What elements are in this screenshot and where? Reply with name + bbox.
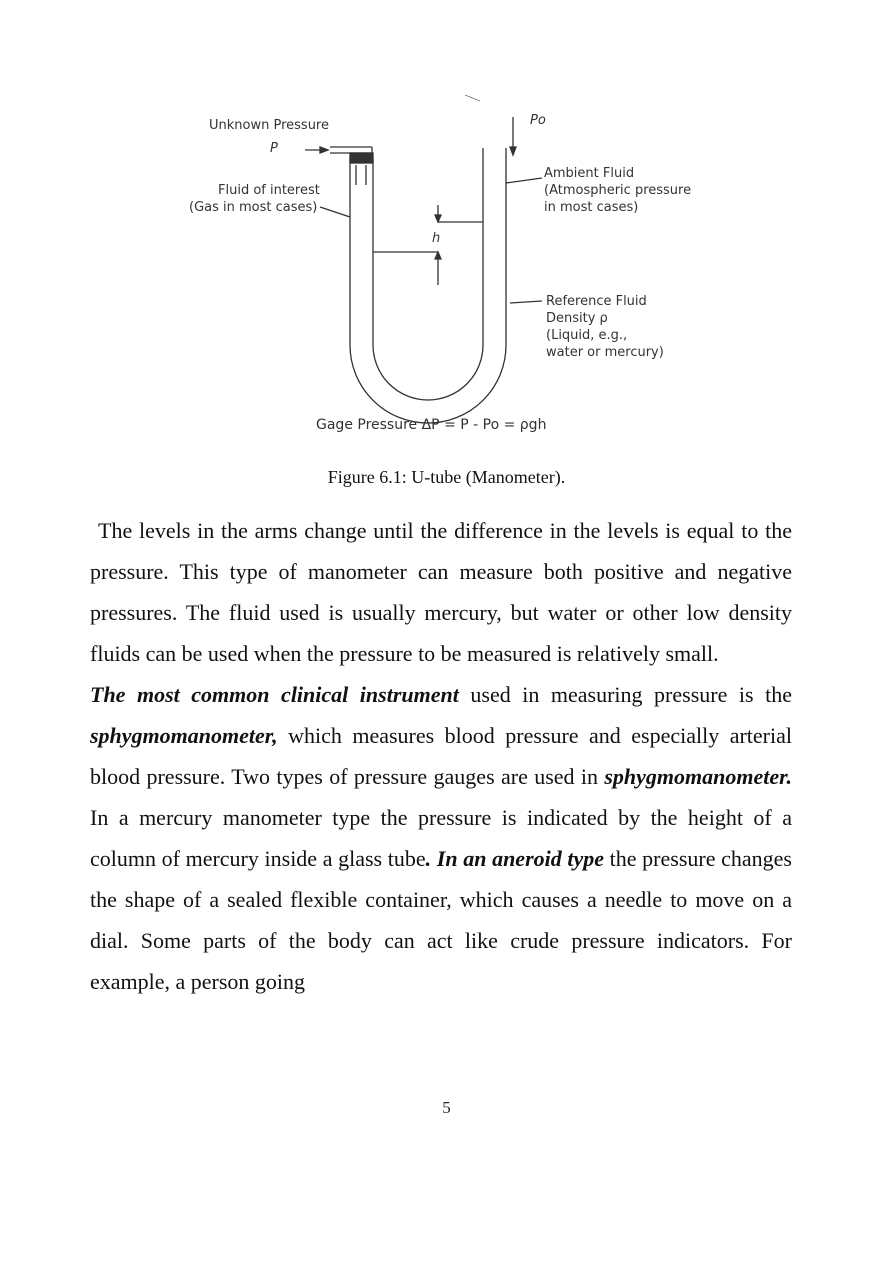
p0-label: Po: [530, 113, 546, 128]
gage-pressure-formula: Gage Pressure ΔP = P - Po = ρgh: [316, 417, 547, 433]
text-run: used in measuring pressure is the: [458, 682, 792, 707]
ambient-fluid-note: (Atmospheric pressure: [544, 183, 692, 198]
bold-phrase: . In an aneroid type: [425, 846, 605, 871]
bold-phrase: The most common clinical instrument: [90, 682, 459, 707]
body-text: [90, 510, 792, 1002]
p-label: P: [270, 141, 278, 156]
bold-phrase: sphygmomanometer.: [604, 764, 792, 789]
paragraph-2: [90, 674, 792, 1002]
left-cap: [350, 153, 373, 163]
unknown-pressure-label: Unknown Pressure: [209, 118, 329, 133]
h-label: h: [432, 231, 441, 246]
reference-liquid-note: (Liquid, e.g.,: [546, 328, 628, 343]
fluid-of-interest-label: Fluid of interest: [218, 183, 320, 198]
reference-density-label: Density ρ: [546, 311, 608, 326]
u-tube-drawing: [180, 95, 720, 445]
figure-caption: Figure 6.1: U-tube (Manometer).: [327, 467, 566, 487]
text-run: which measures blood pressure and especially arterial blood pressure. Two types of pressure gauges are used in: [90, 723, 792, 789]
ambient-fluid-label: Ambient Fluid: [544, 166, 635, 181]
text-run: In a mercury manometer type the pressure is indicated by the height of a column of mercury inside a glass tube: [90, 805, 792, 871]
reference-fluid-label: Reference Fluid: [546, 294, 647, 309]
ambient-fluid-note-2: in most cases): [544, 200, 639, 215]
paragraph-1: The levels in the arms change until the difference in the levels is equal to the pressure. This type of manometer can measure both positive and negative pressures. The fluid used is usually mercury, but water or other low density fluids can be used when the pressure to be measured is relatively small.: [90, 518, 792, 666]
reference-liquid-note-2: water or mercury): [546, 345, 664, 360]
fluid-of-interest-note: (Gas in most cases): [189, 200, 318, 215]
page-number: 5: [442, 1098, 451, 1117]
manometer-diagram: [180, 95, 720, 445]
text-run: the pressure changes the shape of a sealed flexible container, which causes a needle to move on a dial. Some parts of the body can act like crude pressure indicators. For example, a person going: [90, 846, 792, 994]
bold-phrase: sphygmomanometer,: [90, 723, 278, 748]
inner-tube-wall: [373, 148, 483, 400]
